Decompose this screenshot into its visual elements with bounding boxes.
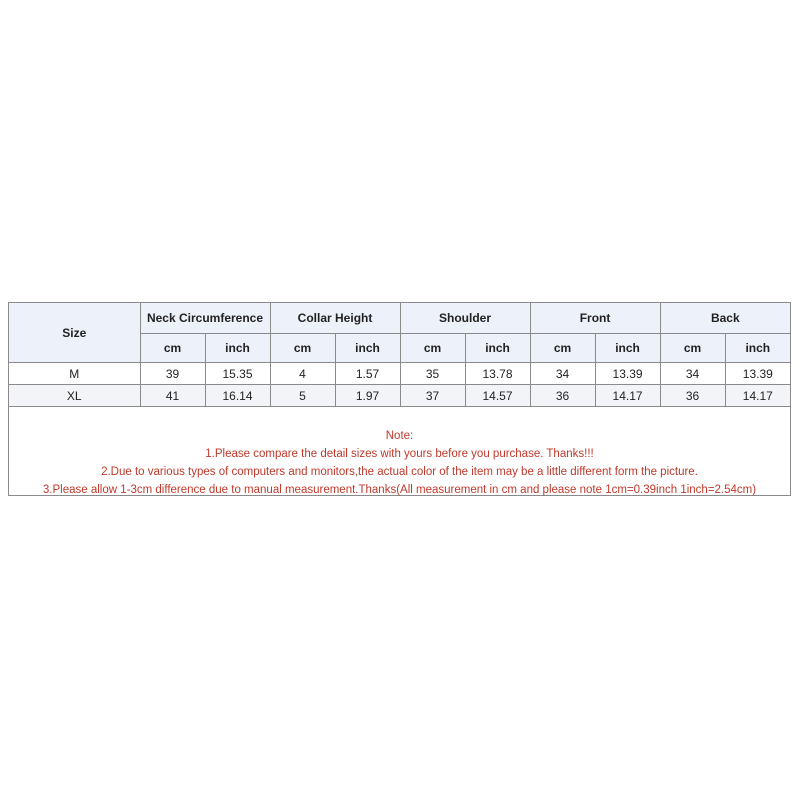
table-cell: 34 xyxy=(660,363,725,385)
table-cell: 16.14 xyxy=(205,385,270,407)
unit-header: cm xyxy=(530,334,595,363)
note-line: 2.Due to various types of computers and monitors,the actual color of the item may be a little different form the picture. xyxy=(101,466,698,478)
unit-header: cm xyxy=(660,334,725,363)
unit-header: inch xyxy=(465,334,530,363)
table-cell: 13.39 xyxy=(595,363,660,385)
table-cell: 37 xyxy=(400,385,465,407)
unit-header: inch xyxy=(335,334,400,363)
table-cell: 4 xyxy=(270,363,335,385)
group-header-shoulder: Shoulder xyxy=(400,303,530,334)
table-row xyxy=(9,363,790,385)
table-cell: 1.97 xyxy=(335,385,400,407)
table-cell: 13.39 xyxy=(725,363,790,385)
table-cell: 15.35 xyxy=(205,363,270,385)
notes-title: Note: xyxy=(385,430,414,442)
table-cell: 36 xyxy=(660,385,725,407)
table-cell: 5 xyxy=(270,385,335,407)
table-cell: 36 xyxy=(530,385,595,407)
group-header-collar-height: Collar Height xyxy=(270,303,400,334)
table-cell: 39 xyxy=(140,363,205,385)
table-cell: 41 xyxy=(140,385,205,407)
group-header-neck-circumference: Neck Circumference xyxy=(140,303,270,334)
table-cell: 1.57 xyxy=(335,363,400,385)
unit-header: inch xyxy=(725,334,790,363)
group-header-front: Front xyxy=(530,303,660,334)
table-cell: 14.57 xyxy=(465,385,530,407)
unit-header: cm xyxy=(400,334,465,363)
size-column-header: Size xyxy=(9,303,140,363)
header-row-groups xyxy=(9,303,790,334)
unit-header: inch xyxy=(595,334,660,363)
table-cell: 13.78 xyxy=(465,363,530,385)
size-cell: M xyxy=(9,363,140,385)
table-cell: 14.17 xyxy=(725,385,790,407)
size-table xyxy=(9,303,790,407)
size-chart xyxy=(8,302,791,496)
unit-header: inch xyxy=(205,334,270,363)
notes-section xyxy=(9,427,790,499)
table-cell: 14.17 xyxy=(595,385,660,407)
unit-header: cm xyxy=(270,334,335,363)
group-header-back: Back xyxy=(660,303,790,334)
note-line: 3.Please allow 1-3cm difference due to manual measurement.Thanks(All measurement in cm and please note 1cm=0.39inch 1inch=2.54cm) xyxy=(42,484,757,496)
size-cell: XL xyxy=(9,385,140,407)
table-row xyxy=(9,385,790,407)
note-line: 1.Please compare the detail sizes with yours before you purchase. Thanks!!! xyxy=(205,448,594,460)
table-cell: 34 xyxy=(530,363,595,385)
unit-header: cm xyxy=(140,334,205,363)
table-cell: 35 xyxy=(400,363,465,385)
